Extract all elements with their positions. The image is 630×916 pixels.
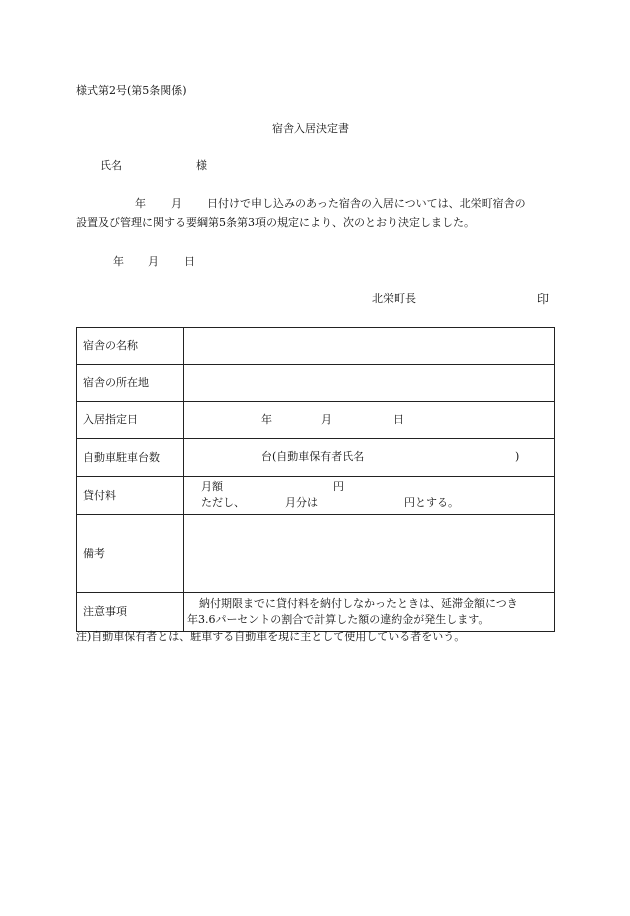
rent-proviso: ただし、 xyxy=(201,496,245,509)
move-in-month: 月 xyxy=(321,413,332,426)
remarks-field[interactable] xyxy=(184,515,555,593)
addressee-honorific: 様 xyxy=(196,159,207,172)
move-in-day: 日 xyxy=(393,413,404,426)
date-month: 月 xyxy=(148,255,159,268)
table-row xyxy=(77,328,555,365)
notes-field xyxy=(184,593,555,632)
row-label-rent: 貸付料 xyxy=(77,477,184,515)
move-in-year: 年 xyxy=(261,413,272,426)
parking-field[interactable] xyxy=(184,439,555,477)
notes-line1: 納付期限までに貸付料を納付しなかったときは、延滞金額につき xyxy=(199,597,518,610)
table-row xyxy=(77,515,555,593)
form-number: 様式第2号(第5条関係) xyxy=(76,84,187,97)
table-row xyxy=(77,439,555,477)
date-year: 年 xyxy=(113,255,124,268)
body-month: 月 xyxy=(171,197,182,210)
parking-close-paren: ) xyxy=(515,450,520,463)
document-title: 宿舎入居決定書 xyxy=(272,122,349,135)
move-in-date-field[interactable] xyxy=(184,402,555,439)
table-row xyxy=(77,477,555,515)
table-row xyxy=(77,593,555,632)
body-year: 年 xyxy=(135,197,146,210)
row-label-notes: 注意事項 xyxy=(77,593,184,632)
rent-yen: 円 xyxy=(333,480,344,493)
rent-field[interactable] xyxy=(184,477,555,515)
row-label-parking: 自動車駐車台数 xyxy=(77,439,184,477)
footnote: 注)自動車保有者とは、駐車する自動車を現に主として使用している者をいう。 xyxy=(76,630,466,643)
dormitory-location-field[interactable] xyxy=(184,365,555,402)
rent-month-part: 月分は xyxy=(285,496,318,509)
body-line1: 日付けで申し込みのあった宿舎の入居については、北栄町宿舎の xyxy=(207,197,526,210)
row-label-move-in-date: 入居指定日 xyxy=(77,402,184,439)
addressee-name-label: 氏名 xyxy=(100,159,122,172)
dormitory-name-field[interactable] xyxy=(184,328,555,365)
decision-table xyxy=(76,327,555,632)
row-label-name: 宿舎の名称 xyxy=(77,328,184,365)
table-row xyxy=(77,402,555,439)
row-label-location: 宿舎の所在地 xyxy=(77,365,184,402)
date-day: 日 xyxy=(184,255,195,268)
parking-count-unit: 台(自動車保有者氏名 xyxy=(261,450,365,463)
row-label-remarks: 備考 xyxy=(77,515,184,593)
table-row xyxy=(77,365,555,402)
rent-monthly-label: 月額 xyxy=(201,480,223,493)
body-line2: 設置及び管理に関する要綱第5条第3項の規定により、次のとおり決定しました。 xyxy=(76,216,475,229)
notes-line2: 年3.6パーセントの割合で計算した額の違約金が発生します。 xyxy=(187,613,490,626)
rent-yen-end: 円とする。 xyxy=(404,496,459,509)
issuer-seal: 印 xyxy=(537,292,550,306)
issuer-title: 北栄町長 xyxy=(372,292,416,305)
